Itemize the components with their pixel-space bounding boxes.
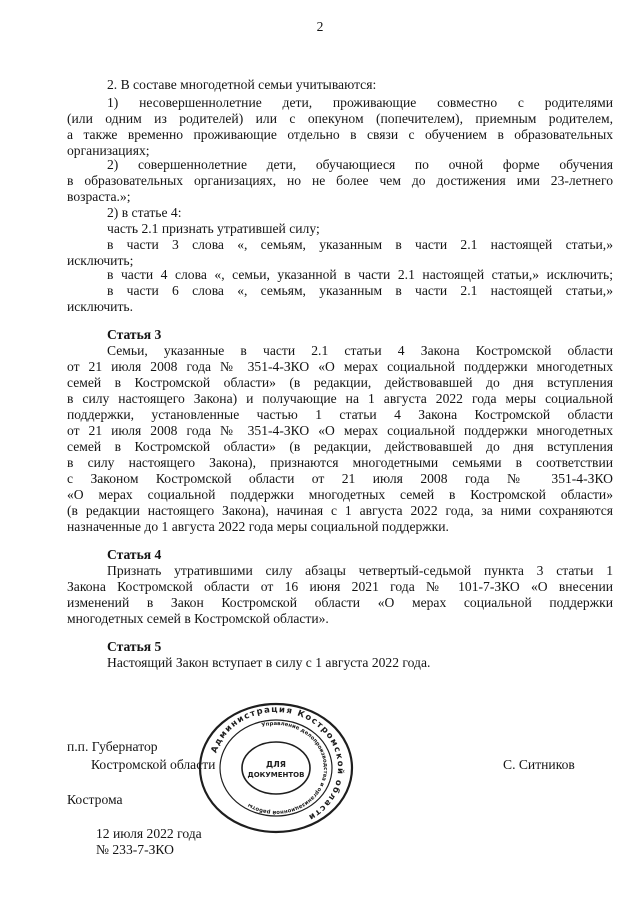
article3-line: назначенные до 1 августа 2022 года меры социальной поддержки. [67,519,449,534]
signature-role: п.п. Губернатор [67,739,158,754]
item2-p1-line: а также временно проживающие отдельно в связи с обучением в образовательных [67,127,613,142]
article3-line: от 21 июля 2008 года № 351-4-ЗКО «О мерах социальной поддержки многодетных [67,359,613,374]
article4-title: Статья 4 [107,547,162,562]
item2-p2-line: возраста.»; [67,189,131,204]
signature-date: 12 июля 2022 года [96,826,202,841]
art4-change-line: исключить; [67,253,134,268]
item2-p2-line: 2) совершеннолетние дети, обучающиеся по очной форме обучения [107,157,613,172]
page-number: 2 [316,19,324,34]
item2-p1-line: (или одним из родителей) или с опекуном (попечителем), приемным родителем, [67,111,613,126]
item2-p1-line: 1) несовершеннолетние дети, проживающие совместно с родителями [107,95,613,110]
article3-line: от 21 июля 2008 года № 351-4-ЗКО «О мерах социальной поддержки многодетных [67,423,613,438]
article3-line: семей в Костромской области» (в редакции, действовавшей до дня вступления [67,375,613,390]
stamp-center-line2: ДОКУМЕНТОВ [247,771,305,779]
item2-p1-line: организациях; [67,143,150,158]
art4-change-line: в части 6 слова «, семьям, указанным в части 2.1 настоящей статьи,» [107,283,613,298]
art4-change-line: в части 3 слова «, семьям, указанным в части 2.1 настоящей статьи,» [107,237,613,252]
article3-title: Статья 3 [107,327,162,342]
official-stamp [196,701,356,835]
art4-intro: 2) в статье 4: [107,205,182,220]
signature-region: Костромской области [91,757,216,772]
stamp-outer-text: Администрация Костромской области [209,704,346,823]
art4-change-line: часть 2.1 признать утратившей силу; [107,221,320,236]
article5-text: Настоящий Закон вступает в силу с 1 августа 2022 года. [107,655,431,670]
stamp-inner-text: Управление делопроизводства и организационной работы [246,720,329,816]
art4-change-line: в части 4 слова «, семьи, указанной в части 2.1 настоящей статьи,» исключить; [107,267,613,282]
article3-line: семей в Костромской области» (в редакции, действовавшей до дня вступления [67,439,613,454]
article3-line: «О мерах социальной поддержки многодетных семей в Костромской области» [67,487,613,502]
article4-line: изменений в Закон Костромской области «О мерах социальной поддержки [67,595,613,610]
article4-line: Закона Костромской области от 16 июня 2021 года № 101-7-ЗКО «О внесении [67,579,613,594]
item2-p2-line: в образовательных организациях, но не более чем до достижения ими 23-летнего [67,173,613,188]
signature-number: № 233-7-ЗКО [96,842,174,857]
article3-line: поддержки, установленные частью 1 статьи 4 Закона Костромской области [67,407,613,422]
stamp-center-line1: ДЛЯ [266,760,286,769]
item2-heading: 2. В составе многодетной семьи учитываются: [107,77,377,92]
article4-line: многодетных семей в Костромской области». [67,611,329,626]
article5-title: Статья 5 [107,639,162,654]
article3-line: в силу настоящего Закона) и получающие на 1 августа 2022 года меры социальной [67,391,613,406]
signature-name: С. Ситников [503,757,575,772]
article3-line: (в редакции настоящего Закона), начиная с 1 августа 2022 года, за ними сохраняются [67,503,613,518]
article4-line: Признать утратившими силу абзацы четвертый-седьмой пункта 3 статьи 1 [107,563,613,578]
article3-line: в силу настоящего Закона), признаются многодетными семьями в соответствии [67,455,613,470]
signature-city: Кострома [67,792,123,807]
art4-change-line: исключить. [67,299,133,314]
article3-line: с Законом Костромской области от 21 июля 2008 года № 351-4-ЗКО [67,471,613,486]
article3-line: Семьи, указанные в части 2.1 статьи 4 Закона Костромской области [107,343,613,358]
